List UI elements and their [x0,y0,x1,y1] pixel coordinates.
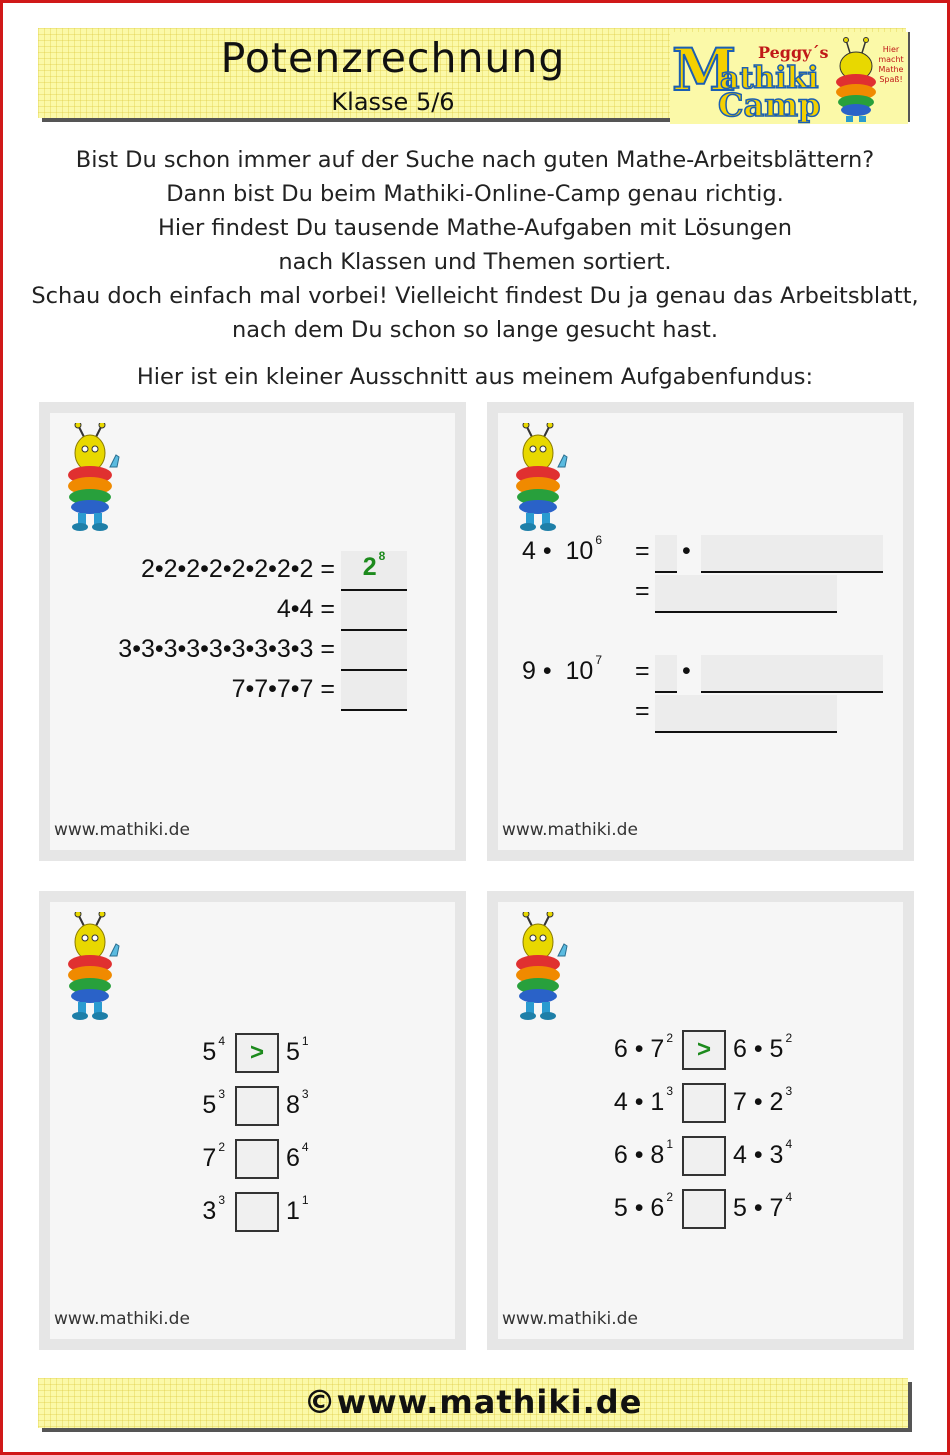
answer-field-power[interactable] [701,535,883,573]
answer-field-result[interactable] [655,575,837,613]
intro-text [30,143,920,347]
left-power: 5 $^3$ [202,1087,225,1119]
comparison-box[interactable] [682,1083,726,1123]
panel-content [50,902,455,1339]
answer-field[interactable] [341,591,407,631]
comparison-box[interactable] [235,1086,279,1126]
footer-banner [38,1378,908,1428]
answer-field-factor[interactable] [655,655,677,693]
equals-sign: = [635,697,650,725]
panel-content [498,413,903,850]
comparison-box[interactable] [235,1192,279,1232]
worksheet-panel-3 [39,891,466,1350]
exercise-expression: 2•2•2•2•2•2•2•2 = [140,555,335,583]
right-term: 7 • 2 $^3$ [733,1084,793,1116]
svg-text:Spaß!: Spaß! [879,75,903,84]
intro-line: Schau doch einfach mal vorbei! Vielleicht findest Du ja genau das Arbeitsblatt, [31,283,919,309]
comparison-box[interactable] [235,1139,279,1179]
intro-line: nach dem Du schon so lange gesucht hast. [232,317,718,343]
logo-camp: Camp [718,86,821,124]
caterpillar-mascot-icon [510,423,568,533]
svg-text:Mathe: Mathe [878,65,904,74]
panel-content [50,413,455,850]
caterpillar-mascot-icon [62,912,120,1022]
intro-line: nach Klassen und Themen sortiert. [278,249,672,275]
comparison-box[interactable]: > [682,1030,726,1070]
mathiki-camp-logo [670,32,908,124]
logo-peggys: Peggy´s [758,43,829,62]
right-term: 6 • 5 $^2$ [733,1031,793,1063]
comparison-box[interactable] [682,1136,726,1176]
exercise-expression: 4 • 10 $^6$ [522,533,603,565]
left-term: 5 • 6 $^2$ [613,1190,673,1222]
equals-sign: = [635,537,650,565]
multiply-dot: • [682,657,691,685]
multiply-dot: • [682,537,691,565]
panel-url: www.mathiki.de [54,1309,190,1329]
exercise-expression: 9 • 10 $^7$ [522,653,603,685]
equals-sign: = [635,577,650,605]
left-power: 5 $^4$ [202,1034,225,1066]
answer-value: 2 $^8$ [362,549,386,581]
answer-field[interactable] [341,631,407,671]
right-power: 8 $^3$ [286,1087,309,1119]
left-term: 4 • 1 $^3$ [613,1084,673,1116]
answer-field[interactable] [341,671,407,711]
exercise-expression: 3•3•3•3•3•3•3•3•3 = [118,635,335,663]
caterpillar-mascot-icon [510,912,568,1022]
left-power: 3 $^3$ [202,1193,225,1225]
intro-line: Dann bist Du beim Mathiki-Online-Camp genau richtig. [166,181,784,207]
answer-field-power[interactable] [701,655,883,693]
equals-sign: = [635,657,650,685]
right-term: 4 • 3 $^4$ [733,1137,793,1169]
page-title: Potenzrechnung [220,34,566,82]
left-term: 6 • 8 $^1$ [613,1137,673,1169]
worksheet-panel-2 [487,402,914,861]
svg-text:macht: macht [878,55,904,64]
right-term: 5 • 7 $^4$ [733,1190,793,1222]
right-power: 5 $^1$ [286,1034,309,1066]
exercise-expression: 7•7•7•7 = [231,675,335,703]
page-subtitle: Klasse 5/6 [331,88,455,116]
panel-url: www.mathiki.de [54,820,190,840]
answer-field-result[interactable] [655,695,837,733]
panel-url: www.mathiki.de [502,1309,638,1329]
comparison-box[interactable] [682,1189,726,1229]
answer-field-factor[interactable] [655,535,677,573]
logo-letter-m: M [672,36,737,104]
footer-url[interactable]: ©www.mathiki.de [303,1383,643,1421]
lead-text: Hier ist ein kleiner Ausschnitt aus meinem Aufgabenfundus: [136,364,814,390]
worksheet-panel-4 [487,891,914,1350]
right-power: 6 $^4$ [286,1140,309,1172]
intro-line: Bist Du schon immer auf der Suche nach guten Mathe-Arbeitsblättern? [75,147,875,173]
right-power: 1 $^1$ [286,1193,309,1225]
left-power: 7 $^2$ [202,1140,225,1172]
caterpillar-mascot-icon [62,423,120,533]
left-term: 6 • 7 $^2$ [613,1031,673,1063]
comparison-box[interactable]: > [235,1033,279,1073]
worksheet-panel-1 [39,402,466,861]
panel-content [498,902,903,1339]
intro-line: Hier findest Du tausende Mathe-Aufgaben mit Lösungen [158,215,792,241]
exercise-expression: 4•4 = [276,595,335,623]
logo-athiki: athiki [720,61,819,96]
svg-text:Hier: Hier [882,45,900,54]
panel-url: www.mathiki.de [502,820,638,840]
